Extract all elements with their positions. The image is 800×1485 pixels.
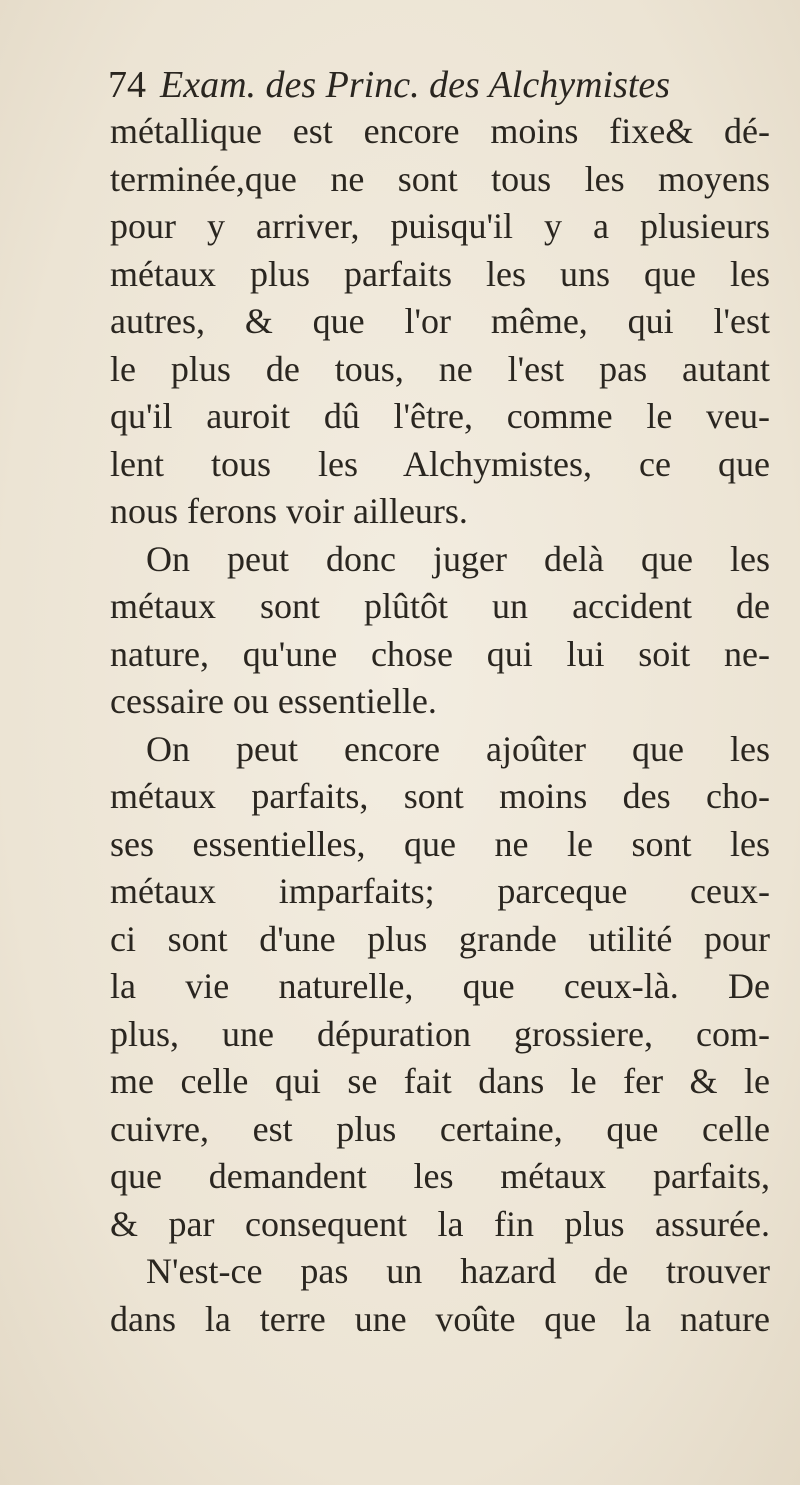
text-line: la vie naturelle, que ceux-là. De <box>110 966 770 1006</box>
page-number: 74 <box>108 64 146 106</box>
text-line: plus, une dépuration grossiere, com- <box>110 1013 770 1054</box>
text-line: ses essentielles, que ne le sont les <box>110 823 770 864</box>
text-line: cuivre, est plus certaine, que celle <box>110 1108 770 1149</box>
text-line: métaux parfaits, sont moins des cho- <box>110 776 770 816</box>
text-line: On peut encore ajoûter que les <box>146 728 770 769</box>
text-line: nous ferons voir ailleurs. <box>110 491 468 531</box>
text-line: dans la terre une voûte que la nature <box>110 1298 770 1339</box>
text-line: autres, & que l'or même, qui l'est <box>110 301 770 341</box>
text-line: ci sont d'une plus grande utilité pour <box>110 918 770 959</box>
page-header <box>108 62 748 108</box>
text-line: me celle qui se fait dans le fer & le <box>110 1061 770 1101</box>
running-head: Exam. des Princ. des Alchymistes <box>160 64 671 106</box>
body-text <box>110 108 770 1343</box>
text-line: le plus de tous, ne l'est pas autant <box>110 348 770 389</box>
text-line: que demandent les métaux parfaits, <box>110 1156 770 1196</box>
text-line: cessaire ou essentielle. <box>110 681 437 721</box>
text-line: nature, qu'une chose qui lui soit ne- <box>110 633 770 674</box>
text-line: métallique est encore moins fixe& dé- <box>110 111 770 151</box>
text-line: métaux plus parfaits les uns que les <box>110 253 770 294</box>
text-line: lent tous les Alchymistes, ce que <box>110 443 770 484</box>
text-line: & par consequent la fin plus assurée. <box>110 1203 770 1244</box>
text-line: pour y arriver, puisqu'il y a plusieurs <box>110 206 770 246</box>
text-line: qu'il auroit dû l'être, comme le veu- <box>110 396 770 436</box>
text-line: N'est-ce pas un hazard de trouver <box>146 1251 770 1291</box>
text-line: On peut donc juger delà que les <box>146 538 770 579</box>
text-line: terminée,que ne sont tous les moyens <box>110 158 770 199</box>
text-line: métaux sont plûtôt un accident de <box>110 586 770 626</box>
text-line: métaux imparfaits; parceque ceux- <box>110 871 770 911</box>
